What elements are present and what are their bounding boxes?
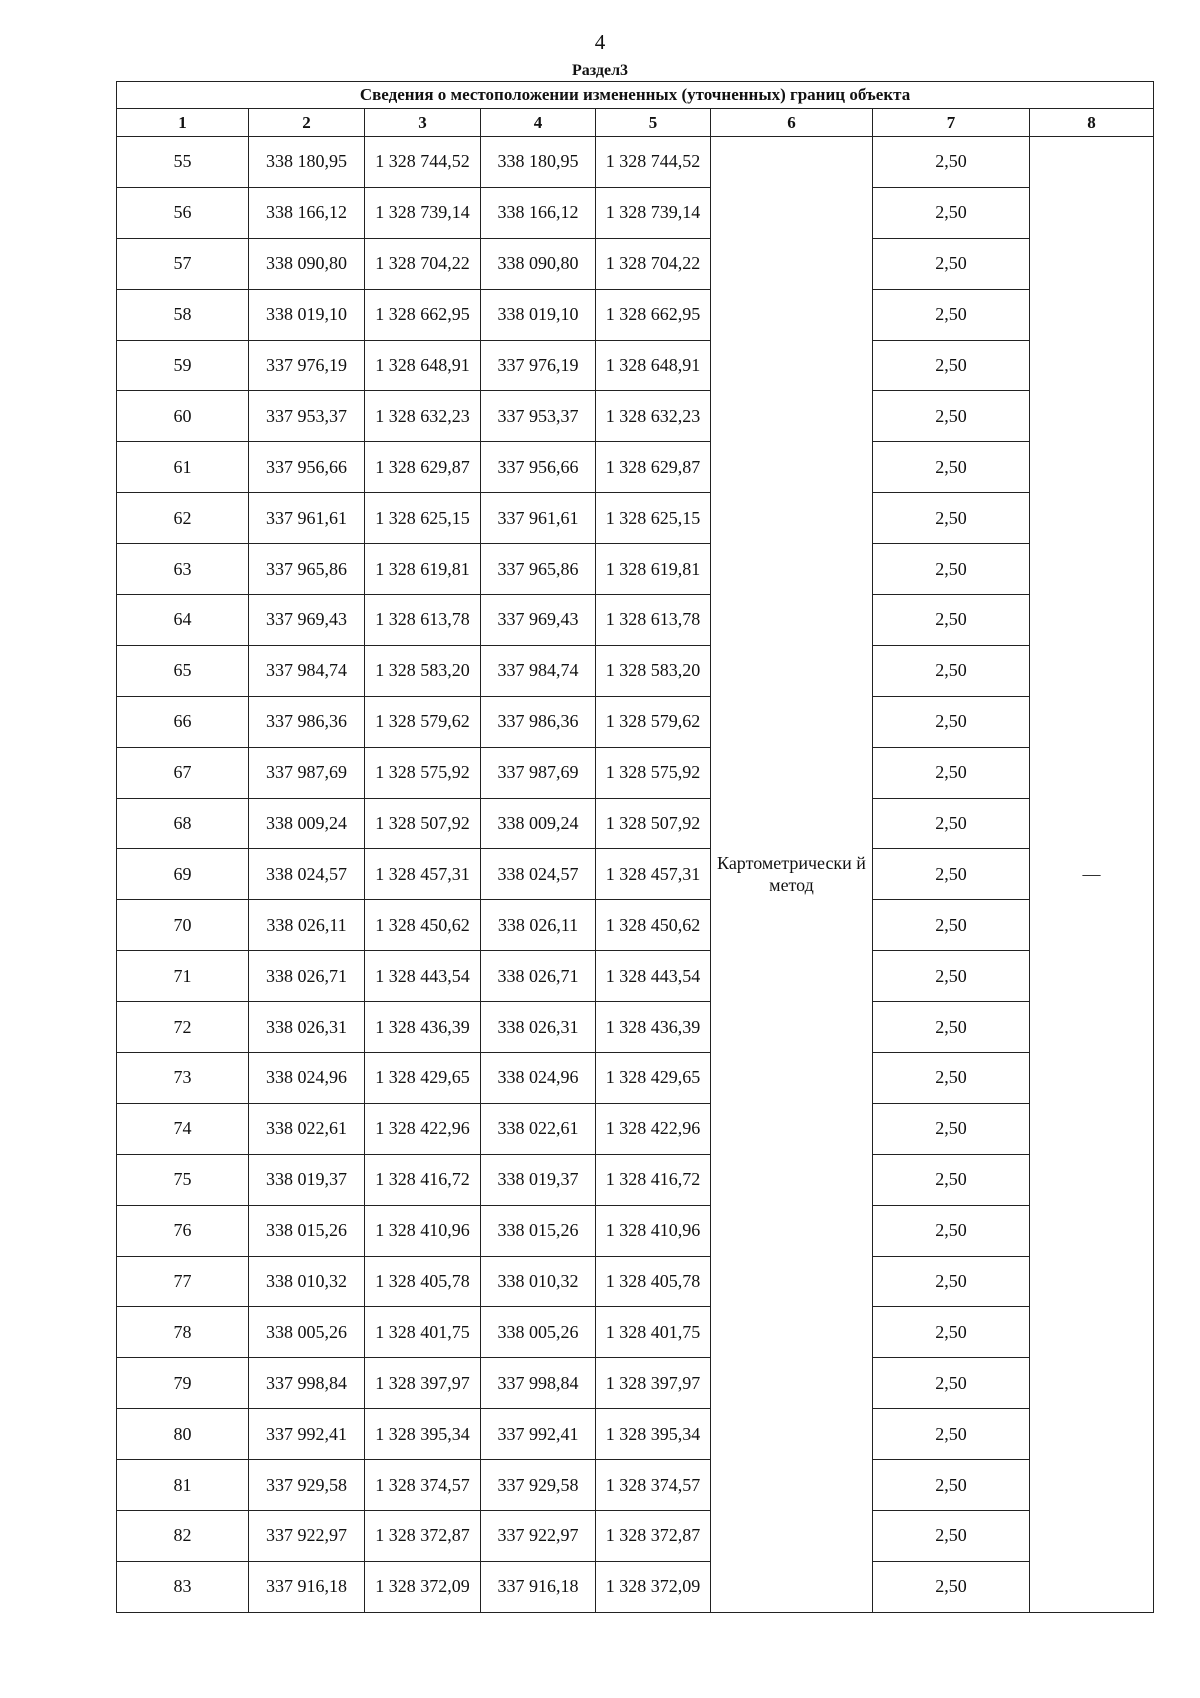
table-cell: 338 024,57 [481,849,596,900]
table-row [117,1561,1154,1612]
table-cell: 338 005,26 [481,1307,596,1358]
table-body [117,137,1154,1613]
table-cell: 82 [117,1511,249,1562]
table-cell: 337 984,74 [481,645,596,696]
table-cell: 1 328 401,75 [365,1307,481,1358]
table-cell: 337 956,66 [481,442,596,493]
table-cell: 337 916,18 [249,1561,365,1612]
table-cell: 1 328 436,39 [365,1002,481,1053]
table-cell: 337 953,37 [249,391,365,442]
table-cell: 337 984,74 [249,645,365,696]
table-cell: 338 090,80 [481,238,596,289]
table-cell: 338 010,32 [481,1256,596,1307]
table-cell: 1 328 443,54 [596,951,711,1002]
section-title: Раздел3 [571,62,629,79]
table-cell: 55 [117,137,249,188]
column-header: 3 [365,109,481,137]
table-cell: 1 328 429,65 [365,1053,481,1104]
table-cell: 338 024,96 [481,1053,596,1104]
table-cell: 337 976,19 [249,340,365,391]
table-cell: 1 328 575,92 [596,747,711,798]
table-cell: 1 328 744,52 [365,137,481,188]
table-cell: 338 015,26 [481,1205,596,1256]
table-cell: 338 009,24 [481,798,596,849]
table-cell: 1 328 619,81 [596,544,711,595]
table-cell: 1 328 507,92 [596,798,711,849]
table-cell: 1 328 450,62 [596,900,711,951]
table-cell: 59 [117,340,249,391]
table-cell: 1 328 405,78 [365,1256,481,1307]
table-cell: 67 [117,747,249,798]
table-cell: 1 328 739,14 [596,187,711,238]
table-cell: 1 328 704,22 [365,238,481,289]
table-cell: 338 090,80 [249,238,365,289]
table-row [117,289,1154,340]
table-cell: 2,50 [873,645,1030,696]
table-cell: 61 [117,442,249,493]
table-cell: 338 010,32 [249,1256,365,1307]
column-header: 6 [711,109,873,137]
table-cell: 338 019,37 [249,1154,365,1205]
table-cell: 1 328 613,78 [365,595,481,646]
table-cell: 2,50 [873,1409,1030,1460]
table-cell: 2,50 [873,340,1030,391]
table-cell: 1 328 579,62 [365,696,481,747]
table-row [117,1511,1154,1562]
table-cell: 337 961,61 [249,493,365,544]
table-cell: 2,50 [873,1103,1030,1154]
table-cell: 338 180,95 [249,137,365,188]
table-cell: 338 026,31 [481,1002,596,1053]
table-cell: 338 005,26 [249,1307,365,1358]
table-cell: 338 166,12 [481,187,596,238]
table-cell: 337 992,41 [249,1409,365,1460]
table-cell: 1 328 625,15 [365,493,481,544]
table-cell: 1 328 401,75 [596,1307,711,1358]
table-cell: 1 328 443,54 [365,951,481,1002]
table-cell: 338 026,11 [249,900,365,951]
table-cell: 79 [117,1358,249,1409]
table-row [117,1002,1154,1053]
table-row [117,747,1154,798]
coordinates-table [116,81,1154,1613]
table-cell: 338 024,96 [249,1053,365,1104]
table-row [117,1154,1154,1205]
table-cell: 2,50 [873,1460,1030,1511]
table-cell: 65 [117,645,249,696]
table-cell: 1 328 429,65 [596,1053,711,1104]
table-cell: 2,50 [873,1002,1030,1053]
table-cell: 83 [117,1561,249,1612]
table-cell: 2,50 [873,1053,1030,1104]
table-cell: 2,50 [873,1358,1030,1409]
table-cell: 1 328 629,87 [365,442,481,493]
table-row [117,1358,1154,1409]
table-cell: 337 953,37 [481,391,596,442]
table-cell: 72 [117,1002,249,1053]
table-row [117,1409,1154,1460]
table-cell: 338 026,31 [249,1002,365,1053]
table-cell: 66 [117,696,249,747]
table-cell: 337 961,61 [481,493,596,544]
table-cell: 338 026,11 [481,900,596,951]
table-row [117,595,1154,646]
table-cell: 337 922,97 [249,1511,365,1562]
table-cell: 1 328 395,34 [596,1409,711,1460]
table-caption-row [117,82,1154,109]
table-cell: 57 [117,238,249,289]
table-row [117,900,1154,951]
table-cell: 1 328 397,97 [596,1358,711,1409]
table-cell: 76 [117,1205,249,1256]
table-cell: 1 328 422,96 [365,1103,481,1154]
table-cell: 1 328 625,15 [596,493,711,544]
table-cell: 2,50 [873,951,1030,1002]
table-row [117,696,1154,747]
table-cell: 1 328 457,31 [365,849,481,900]
table-row [117,544,1154,595]
table-cell: 64 [117,595,249,646]
table-cell: 338 022,61 [481,1103,596,1154]
table-cell: 77 [117,1256,249,1307]
table-cell: 1 328 372,09 [365,1561,481,1612]
table-cell: 1 328 583,20 [596,645,711,696]
table-cell: 63 [117,544,249,595]
table-cell: 2,50 [873,1511,1030,1562]
table-cell: 337 956,66 [249,442,365,493]
table-cell: 1 328 648,91 [365,340,481,391]
table-cell: 337 965,86 [481,544,596,595]
table-cell: 2,50 [873,1307,1030,1358]
table-cell: 69 [117,849,249,900]
table-cell: 337 998,84 [481,1358,596,1409]
table-cell: 338 019,37 [481,1154,596,1205]
table-row [117,1205,1154,1256]
table-cell: 337 916,18 [481,1561,596,1612]
table-cell: 338 024,57 [249,849,365,900]
table-cell: 71 [117,951,249,1002]
note-cell: — [1030,137,1154,1613]
table-cell: 2,50 [873,544,1030,595]
table-cell: 1 328 372,87 [365,1511,481,1562]
table-row [117,493,1154,544]
table-row [117,1256,1154,1307]
table-row [117,951,1154,1002]
table-cell: 2,50 [873,1256,1030,1307]
table-cell: 58 [117,289,249,340]
table-cell: 337 965,86 [249,544,365,595]
table-row [117,187,1154,238]
table-cell: 337 929,58 [249,1460,365,1511]
table-cell: 337 922,97 [481,1511,596,1562]
table-cell: 1 328 583,20 [365,645,481,696]
table-cell: 2,50 [873,137,1030,188]
table-cell: 68 [117,798,249,849]
table-cell: 1 328 457,31 [596,849,711,900]
table-cell: 74 [117,1103,249,1154]
page-number: 4 [594,30,606,54]
table-cell: 337 969,43 [481,595,596,646]
table-cell: 1 328 579,62 [596,696,711,747]
table-cell: 2,50 [873,238,1030,289]
table-cell: 2,50 [873,391,1030,442]
table-cell: 80 [117,1409,249,1460]
table-cell: 1 328 704,22 [596,238,711,289]
table-cell: 338 026,71 [481,951,596,1002]
table-row [117,340,1154,391]
table-cell: 337 986,36 [481,696,596,747]
table-cell: 337 987,69 [481,747,596,798]
table-row [117,645,1154,696]
column-header: 2 [249,109,365,137]
column-header: 1 [117,109,249,137]
table-cell: 2,50 [873,696,1030,747]
table-row [117,1053,1154,1104]
table-cell: 338 019,10 [249,289,365,340]
table-row [117,238,1154,289]
table-row [117,442,1154,493]
table-cell: 1 328 372,09 [596,1561,711,1612]
table-cell: 338 166,12 [249,187,365,238]
table-cell: 1 328 507,92 [365,798,481,849]
table-cell: 1 328 629,87 [596,442,711,493]
column-header: 5 [596,109,711,137]
table-row [117,391,1154,442]
table-cell: 337 992,41 [481,1409,596,1460]
table-cell: 2,50 [873,187,1030,238]
table-cell: 2,50 [873,595,1030,646]
table-row [117,798,1154,849]
table-cell: 337 976,19 [481,340,596,391]
table-row [117,137,1154,188]
table-cell: 1 328 405,78 [596,1256,711,1307]
table-cell: 2,50 [873,1205,1030,1256]
table-cell: 2,50 [873,900,1030,951]
table-cell: 1 328 575,92 [365,747,481,798]
table-cell: 338 022,61 [249,1103,365,1154]
table-cell: 337 929,58 [481,1460,596,1511]
table-cell: 1 328 662,95 [596,289,711,340]
table-cell: 1 328 450,62 [365,900,481,951]
table-cell: 1 328 632,23 [365,391,481,442]
table-cell: 78 [117,1307,249,1358]
table-cell: 338 019,10 [481,289,596,340]
table-cell: 1 328 613,78 [596,595,711,646]
table-cell: 1 328 632,23 [596,391,711,442]
table-cell: 1 328 395,34 [365,1409,481,1460]
table-cell: 1 328 648,91 [596,340,711,391]
table-cell: 81 [117,1460,249,1511]
table-cell: 338 026,71 [249,951,365,1002]
table-cell: 1 328 422,96 [596,1103,711,1154]
table-cell: 1 328 374,57 [596,1460,711,1511]
table-cell: 337 998,84 [249,1358,365,1409]
column-header: 7 [873,109,1030,137]
table-cell: 56 [117,187,249,238]
table-cell: 2,50 [873,747,1030,798]
table-cell: 1 328 410,96 [596,1205,711,1256]
table-cell: 337 969,43 [249,595,365,646]
table-cell: 338 015,26 [249,1205,365,1256]
table-cell: 2,50 [873,493,1030,544]
table-cell: 1 328 744,52 [596,137,711,188]
column-header-row [117,109,1154,137]
table-cell: 75 [117,1154,249,1205]
table-cell: 1 328 619,81 [365,544,481,595]
table-cell: 62 [117,493,249,544]
column-header: 8 [1030,109,1154,137]
table-cell: 337 987,69 [249,747,365,798]
table-cell: 2,50 [873,289,1030,340]
table-cell: 2,50 [873,1561,1030,1612]
table-cell: 2,50 [873,442,1030,493]
column-header: 4 [481,109,596,137]
table-cell: 1 328 374,57 [365,1460,481,1511]
table-cell: 2,50 [873,798,1030,849]
table-cell: 1 328 436,39 [596,1002,711,1053]
table-cell: 1 328 416,72 [365,1154,481,1205]
table-cell: 70 [117,900,249,951]
table-cell: 2,50 [873,849,1030,900]
table-cell: 1 328 739,14 [365,187,481,238]
table-cell: 2,50 [873,1154,1030,1205]
table-cell: 1 328 410,96 [365,1205,481,1256]
table-cell: 1 328 416,72 [596,1154,711,1205]
table-cell: 60 [117,391,249,442]
table-cell: 1 328 397,97 [365,1358,481,1409]
table-row [117,1460,1154,1511]
table-cell: 73 [117,1053,249,1104]
table-cell: 1 328 662,95 [365,289,481,340]
table-row [117,849,1154,900]
table-cell: 337 986,36 [249,696,365,747]
table-cell: 338 180,95 [481,137,596,188]
table-cell: 1 328 372,87 [596,1511,711,1562]
table-row [117,1103,1154,1154]
table-caption: Сведения о местоположении измененных (уточненных) границ объекта [117,82,1154,109]
method-cell: Картометрически й метод [711,137,873,1613]
table-cell: 338 009,24 [249,798,365,849]
table-row [117,1307,1154,1358]
